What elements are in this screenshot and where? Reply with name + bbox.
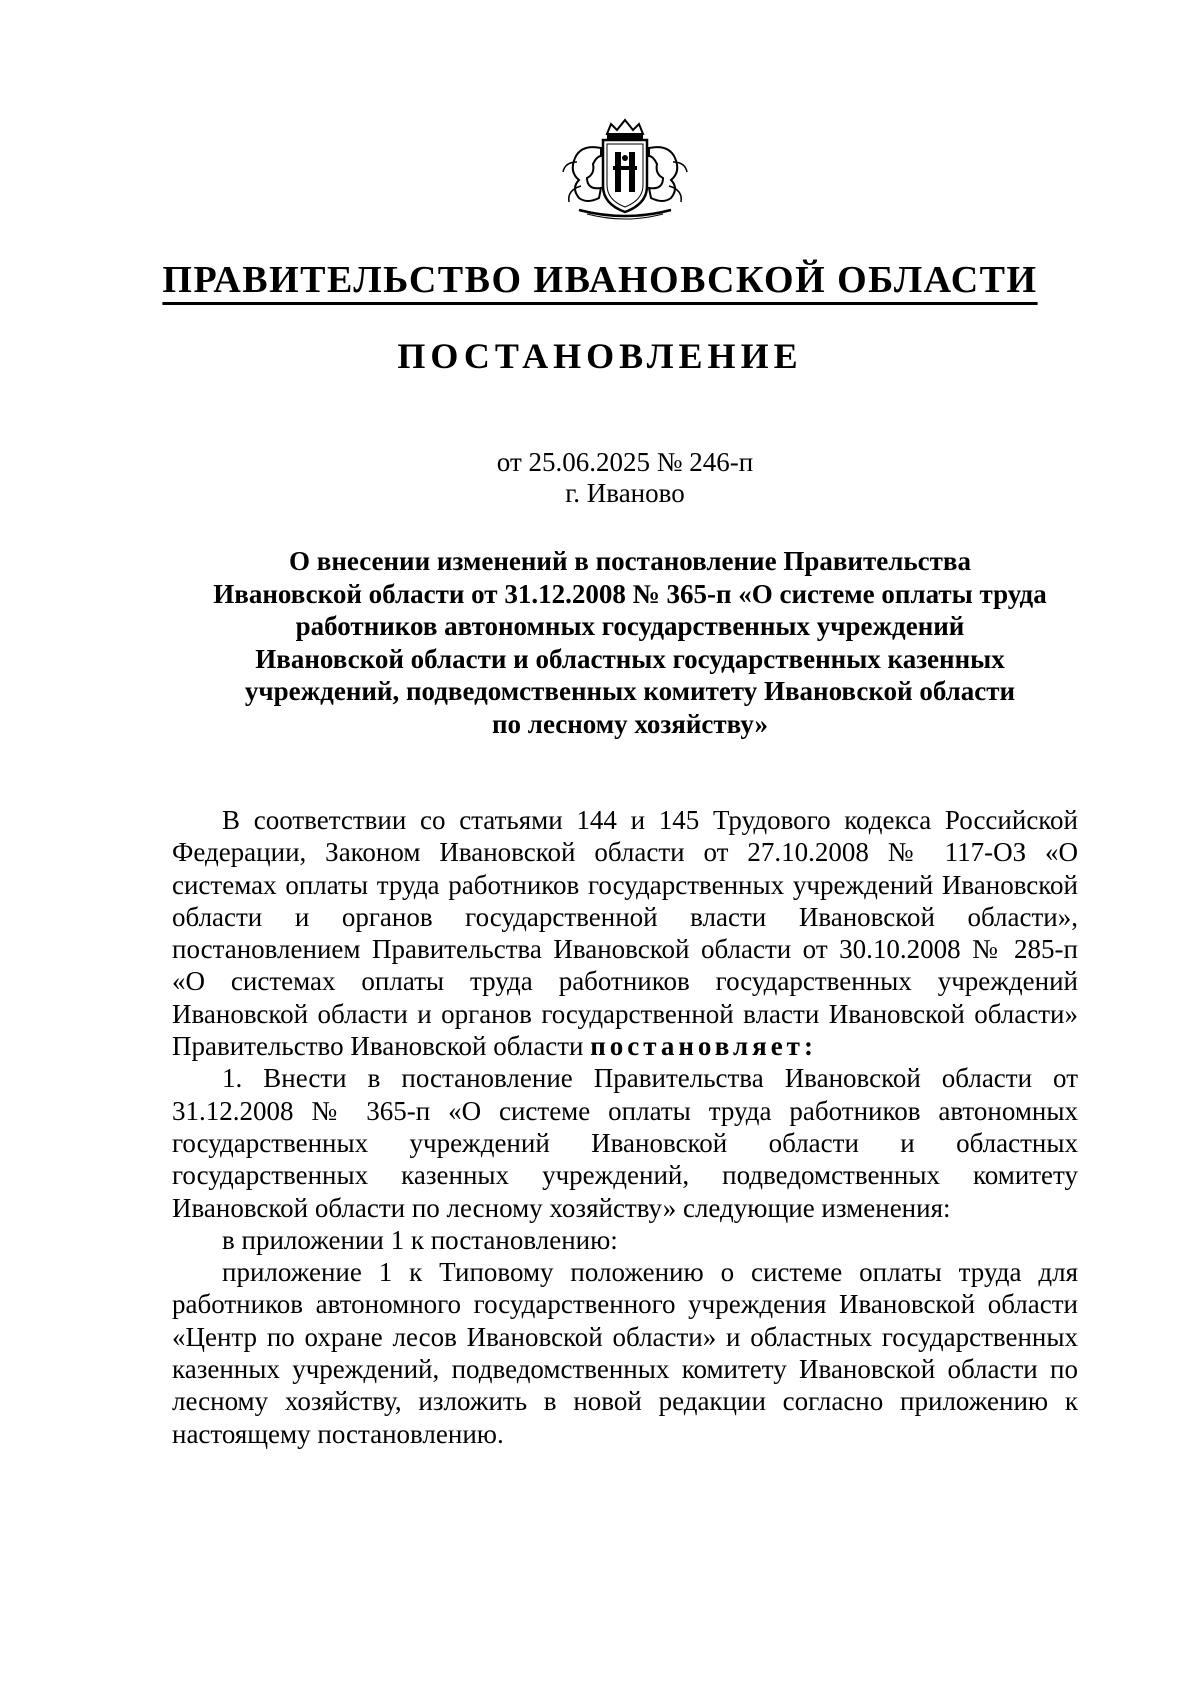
preamble-paragraph (172, 804, 1078, 1062)
document-date-number: от 25.06.2025 № 246-п (496, 447, 754, 477)
subject-line: Ивановской области от 31.12.2008 № 365-п «О системе оплаты труда (213, 578, 1047, 609)
item-1-text: приложение 1 к Типовому положению о системе оплаты труда для работников автономного государственного учреждения Ивановской области «Центр по охране лесов Ивановской области» и областных государственных казенных учреждений, подведомственных комитету Ивановской области по лесному хозяйству, изложить в новой редакции согласно приложению к настоящему постановлению. (172, 1257, 1078, 1449)
government-title: ПРАВИТЕЛЬСТВО ИВАНОВСКОЙ ОБЛАСТИ (162, 259, 1038, 301)
subject-line: О внесении изменений в постановление Правительства (289, 546, 971, 576)
document-body (172, 804, 1078, 1450)
preamble-text: В соответствии со статьями 144 и 145 Трудового кодекса Российской Федерации, Законом Ивановской области от 27.10.2008 № 117-ОЗ «О системах оплаты труда работников государственных учреждений Ивановской области и органов государственной власти Ивановской области», постановлением Правительства Ивановской области от 30.10.2008 № 285-п «О системах оплаты труда работников государственных учреждений Ивановской области и органов государственной власти Ивановской области» Правительство Ивановской области (172, 805, 1078, 1062)
subject-line: работников автономных государственных учреждений (295, 611, 965, 641)
document-city: г. Иваново (565, 478, 685, 508)
coat-of-arms-icon (557, 118, 693, 224)
subject-line: по лесному хозяйству» (492, 708, 768, 739)
item-1-paragraph: 1. Внести в постановление Правительства Ивановской области от 31.12.2008 № 365-п «О системе оплаты труда работников автономных государственных учреждений Ивановской области и областных государственных казенных учреждений, подведомственных комитету Ивановской области по лесному хозяйству» следующие изменения: (172, 1063, 1078, 1223)
decree-word: постановляет: (590, 1031, 817, 1062)
document-subject (170, 545, 1090, 740)
document-type: ПОСТАНОВЛЕНИЕ (397, 336, 803, 376)
subject-line: учреждений, подведомственных комитету Ивановской области (244, 676, 1016, 706)
subject-line: Ивановской области и областных государственных казенных (255, 643, 1005, 674)
item-1-subheading: в приложении 1 к постановлению: (222, 1224, 618, 1255)
